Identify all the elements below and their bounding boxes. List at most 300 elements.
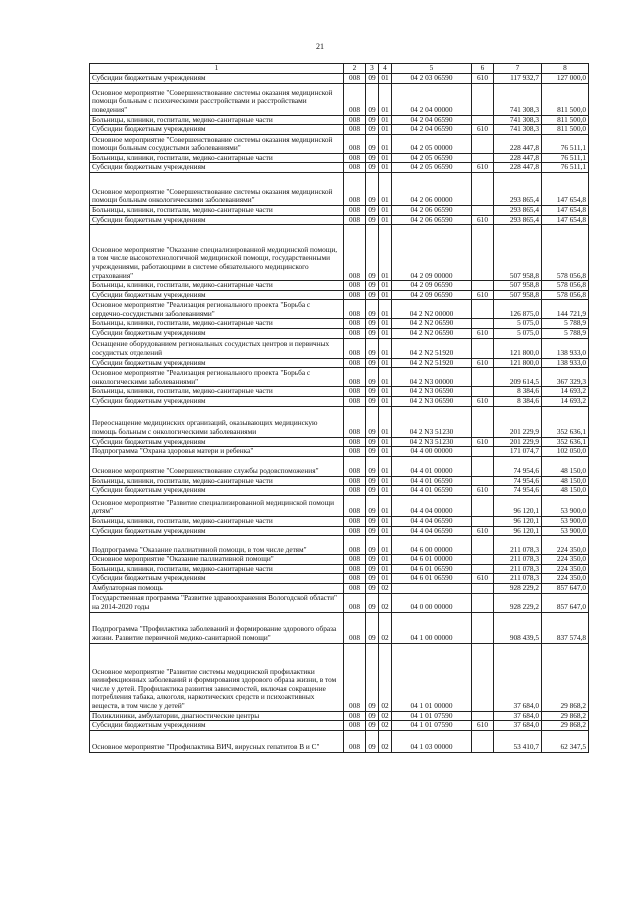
table-row	[90, 437, 589, 447]
cell-ministry-code: 008	[344, 115, 366, 125]
cell-expense-type	[472, 593, 494, 612]
cell-target-article: 04 6 01 00000	[392, 555, 472, 565]
cell-sum-year-2: 367 329,3	[542, 368, 589, 387]
cell-ministry-code: 008	[344, 593, 366, 612]
cell-target-article: 04 2 06 06590	[392, 206, 472, 216]
cell-subsection: 01	[379, 516, 392, 526]
cell-expense-type: 610	[472, 163, 494, 173]
cell-ministry-code: 008	[344, 516, 366, 526]
cell-expense-type	[472, 281, 494, 291]
column-header: 7	[494, 64, 542, 74]
table-row	[90, 574, 589, 584]
cell-expense-type	[472, 447, 494, 457]
cell-section: 09	[366, 486, 379, 496]
table-row	[90, 134, 589, 153]
cell-expense-type	[472, 584, 494, 594]
cell-sum-year-2: 857 647,0	[542, 593, 589, 612]
table-row	[90, 173, 589, 206]
cell-section: 09	[366, 730, 379, 752]
cell-sum-year-2: 76 511,1	[542, 163, 589, 173]
cell-target-article: 04 4 04 06590	[392, 516, 472, 526]
cell-section: 09	[366, 711, 379, 721]
cell-section: 09	[366, 721, 379, 731]
cell-subsection: 02	[379, 711, 392, 721]
cell-section: 09	[366, 437, 379, 447]
cell-name: Основное мероприятие "Развитие системы медицинской профилактики неинфекционных заболеваний и формирования здорового образа жизни, в том числе у детей. Профилактика развития зависимостей, включая сокращение потребления табака, алкоголя, наркотических средств и психоактивных веществ, в том числе у детей"	[90, 643, 344, 711]
cell-sum-year-2: 102 050,0	[542, 447, 589, 457]
cell-expense-type	[472, 153, 494, 163]
cell-target-article: 04 4 01 00000	[392, 456, 472, 476]
cell-expense-type	[472, 300, 494, 319]
cell-expense-type: 610	[472, 396, 494, 406]
cell-subsection: 01	[379, 319, 392, 329]
table-row	[90, 536, 589, 555]
cell-sum-year-2: 29 868,2	[542, 711, 589, 721]
cell-ministry-code: 008	[344, 338, 366, 358]
table-row	[90, 83, 589, 115]
cell-ministry-code: 008	[344, 134, 366, 153]
cell-sum-year-2: 29 868,2	[542, 643, 589, 711]
table-row	[90, 329, 589, 339]
cell-sum-year-1: 507 958,8	[494, 225, 542, 281]
cell-section: 09	[366, 206, 379, 216]
cell-target-article: 04 2 N2 06590	[392, 319, 472, 329]
cell-subsection: 02	[379, 730, 392, 752]
column-header: 5	[392, 64, 472, 74]
cell-name: Субсидии бюджетным учреждениям	[90, 486, 344, 496]
cell-sum-year-1: 201 229,9	[494, 406, 542, 437]
cell-target-article: 04 4 04 06590	[392, 526, 472, 536]
cell-sum-year-2: 224 350,0	[542, 574, 589, 584]
cell-expense-type	[472, 368, 494, 387]
cell-expense-type: 610	[472, 574, 494, 584]
table-row	[90, 495, 589, 516]
table-row	[90, 564, 589, 574]
table-row	[90, 281, 589, 291]
cell-expense-type	[472, 115, 494, 125]
column-header: 6	[472, 64, 494, 74]
cell-name: Амбулаторная помощь	[90, 584, 344, 594]
cell-section: 09	[366, 396, 379, 406]
cell-sum-year-2: 5 788,9	[542, 319, 589, 329]
table-row	[90, 74, 589, 84]
cell-target-article: 04 2 N2 51920	[392, 338, 472, 358]
cell-subsection: 01	[379, 329, 392, 339]
cell-expense-type	[472, 516, 494, 526]
cell-target-article: 04 4 01 06590	[392, 476, 472, 486]
cell-sum-year-2: 811 500,0	[542, 115, 589, 125]
cell-subsection: 01	[379, 526, 392, 536]
cell-subsection: 01	[379, 281, 392, 291]
cell-subsection: 01	[379, 476, 392, 486]
cell-subsection: 01	[379, 358, 392, 368]
cell-target-article: 04 4 04 00000	[392, 495, 472, 516]
table-row	[90, 584, 589, 594]
cell-sum-year-2: 224 350,0	[542, 564, 589, 574]
cell-ministry-code: 008	[344, 486, 366, 496]
cell-section: 09	[366, 74, 379, 84]
cell-expense-type	[472, 134, 494, 153]
table-row	[90, 593, 589, 612]
cell-ministry-code: 008	[344, 447, 366, 457]
cell-name: Субсидии бюджетным учреждениям	[90, 125, 344, 135]
cell-ministry-code: 008	[344, 574, 366, 584]
table-row	[90, 612, 589, 643]
cell-subsection: 01	[379, 74, 392, 84]
cell-sum-year-2: 138 933,0	[542, 358, 589, 368]
cell-subsection: 01	[379, 153, 392, 163]
cell-name: Субсидии бюджетным учреждениям	[90, 290, 344, 300]
cell-name: Основное мероприятие "Профилактика ВИЧ, вирусных гепатитов В и С"	[90, 730, 344, 752]
cell-ministry-code: 008	[344, 387, 366, 397]
cell-ministry-code: 008	[344, 83, 366, 115]
cell-section: 09	[366, 643, 379, 711]
cell-target-article: 04 2 N3 00000	[392, 368, 472, 387]
cell-ministry-code: 008	[344, 358, 366, 368]
cell-ministry-code: 008	[344, 564, 366, 574]
cell-sum-year-2: 48 150,0	[542, 456, 589, 476]
cell-ministry-code: 008	[344, 526, 366, 536]
cell-name: Основное мероприятие "Оказание специализированной медицинской помощи, в том числе высокотехнологичной медицинской помощи, государственными учреждениями, работающими в системе обязательного медицинского страхования"	[90, 225, 344, 281]
cell-target-article: 04 6 01 06590	[392, 564, 472, 574]
table-row	[90, 215, 589, 225]
cell-sum-year-2: 224 350,0	[542, 536, 589, 555]
page-number: 21	[316, 42, 324, 51]
table-body	[90, 74, 589, 753]
cell-target-article: 04 6 00 00000	[392, 536, 472, 555]
cell-expense-type	[472, 476, 494, 486]
cell-expense-type	[472, 225, 494, 281]
cell-section: 09	[366, 406, 379, 437]
table-row	[90, 721, 589, 731]
cell-ministry-code: 008	[344, 368, 366, 387]
cell-target-article: 04 1 01 07590	[392, 721, 472, 731]
cell-target-article: 04 2 N3 06590	[392, 387, 472, 397]
cell-section: 09	[366, 125, 379, 135]
cell-name: Подпрограмма "Охрана здоровья матери и ребенка"	[90, 447, 344, 457]
table-header-row	[90, 64, 589, 74]
cell-sum-year-1: 211 078,3	[494, 555, 542, 565]
cell-subsection: 01	[379, 338, 392, 358]
cell-subsection: 01	[379, 574, 392, 584]
cell-expense-type	[472, 730, 494, 752]
cell-target-article: 04 2 N2 00000	[392, 300, 472, 319]
budget-table	[89, 63, 589, 753]
column-header: 4	[379, 64, 392, 74]
cell-sum-year-1: 37 684,0	[494, 711, 542, 721]
cell-sum-year-1: 209 614,5	[494, 368, 542, 387]
cell-sum-year-2: 5 788,9	[542, 329, 589, 339]
cell-ministry-code: 008	[344, 74, 366, 84]
cell-sum-year-1: 96 120,1	[494, 526, 542, 536]
cell-sum-year-2: 14 693,2	[542, 396, 589, 406]
cell-section: 09	[366, 338, 379, 358]
cell-sum-year-1: 211 078,3	[494, 536, 542, 555]
cell-ministry-code: 008	[344, 225, 366, 281]
cell-expense-type: 610	[472, 526, 494, 536]
cell-name: Больницы, клиники, госпитали, медико-санитарные части	[90, 206, 344, 216]
cell-ministry-code: 008	[344, 437, 366, 447]
cell-subsection: 01	[379, 396, 392, 406]
table-row	[90, 368, 589, 387]
cell-expense-type: 610	[472, 125, 494, 135]
cell-expense-type	[472, 338, 494, 358]
cell-sum-year-1: 96 120,1	[494, 495, 542, 516]
cell-target-article: 04 2 09 00000	[392, 225, 472, 281]
cell-expense-type: 610	[472, 74, 494, 84]
table-row	[90, 526, 589, 536]
cell-sum-year-1: 928 229,2	[494, 584, 542, 594]
cell-ministry-code: 008	[344, 612, 366, 643]
table-row	[90, 555, 589, 565]
cell-section: 09	[366, 83, 379, 115]
cell-section: 09	[366, 281, 379, 291]
table-row	[90, 406, 589, 437]
cell-subsection: 01	[379, 536, 392, 555]
cell-subsection: 02	[379, 593, 392, 612]
cell-name: Субсидии бюджетным учреждениям	[90, 329, 344, 339]
cell-subsection: 01	[379, 83, 392, 115]
column-header: 8	[542, 64, 589, 74]
cell-sum-year-1: 228 447,8	[494, 134, 542, 153]
cell-sum-year-2: 147 654,8	[542, 215, 589, 225]
cell-sum-year-1: 171 074,7	[494, 447, 542, 457]
cell-ministry-code: 008	[344, 406, 366, 437]
cell-name: Больницы, клиники, госпитали, медико-санитарные части	[90, 153, 344, 163]
cell-section: 09	[366, 319, 379, 329]
cell-sum-year-1: 74 954,6	[494, 476, 542, 486]
cell-target-article: 04 1 03 00000	[392, 730, 472, 752]
cell-subsection: 01	[379, 486, 392, 496]
cell-sum-year-2: 138 933,0	[542, 338, 589, 358]
table-row	[90, 163, 589, 173]
column-header: 3	[366, 64, 379, 74]
cell-expense-type: 610	[472, 486, 494, 496]
table-row	[90, 125, 589, 135]
cell-expense-type	[472, 495, 494, 516]
cell-sum-year-2: 811 500,0	[542, 125, 589, 135]
cell-subsection: 01	[379, 173, 392, 206]
table-row	[90, 358, 589, 368]
cell-name: Основное мероприятие "Развитие специализированной медицинской помощи детям"	[90, 495, 344, 516]
cell-sum-year-1: 211 078,3	[494, 564, 542, 574]
cell-target-article: 04 2 N3 51230	[392, 437, 472, 447]
cell-name: Поликлиники, амбулатории, диагностические центры	[90, 711, 344, 721]
cell-target-article: 04 1 01 07590	[392, 711, 472, 721]
cell-sum-year-2: 76 511,1	[542, 153, 589, 163]
cell-sum-year-2: 76 511,1	[542, 134, 589, 153]
cell-name: Больницы, клиники, госпитали, медико-санитарные части	[90, 319, 344, 329]
cell-expense-type	[472, 643, 494, 711]
cell-target-article: 04 2 N2 51920	[392, 358, 472, 368]
cell-ministry-code: 008	[344, 730, 366, 752]
cell-expense-type	[472, 555, 494, 565]
cell-target-article: 04 1 01 00000	[392, 643, 472, 711]
cell-sum-year-1: 5 075,0	[494, 329, 542, 339]
table-row	[90, 456, 589, 476]
cell-name: Больницы, клиники, госпитали, медико-санитарные части	[90, 115, 344, 125]
cell-target-article: 04 1 00 00000	[392, 612, 472, 643]
cell-target-article: 04 2 09 06590	[392, 281, 472, 291]
cell-sum-year-1: 121 800,0	[494, 358, 542, 368]
cell-ministry-code: 008	[344, 711, 366, 721]
cell-sum-year-1: 8 384,6	[494, 396, 542, 406]
cell-subsection: 01	[379, 495, 392, 516]
cell-sum-year-2: 578 056,8	[542, 281, 589, 291]
cell-sum-year-1: 37 684,0	[494, 721, 542, 731]
cell-subsection: 01	[379, 447, 392, 457]
cell-sum-year-1: 228 447,8	[494, 153, 542, 163]
table-row	[90, 290, 589, 300]
cell-section: 09	[366, 387, 379, 397]
cell-name: Основное мероприятие "Реализация регионального проекта "Борьба с онкологическими заболеваниями"	[90, 368, 344, 387]
cell-subsection: 01	[379, 406, 392, 437]
table-row	[90, 476, 589, 486]
cell-subsection: 01	[379, 387, 392, 397]
cell-target-article: 04 2 05 00000	[392, 134, 472, 153]
cell-subsection: 01	[379, 206, 392, 216]
cell-sum-year-1: 293 865,4	[494, 173, 542, 206]
table-row	[90, 300, 589, 319]
column-header: 1	[90, 64, 344, 74]
cell-sum-year-1: 211 078,3	[494, 574, 542, 584]
cell-subsection: 01	[379, 134, 392, 153]
cell-section: 09	[366, 447, 379, 457]
cell-section: 09	[366, 456, 379, 476]
cell-section: 09	[366, 358, 379, 368]
table-row	[90, 516, 589, 526]
cell-ministry-code: 008	[344, 456, 366, 476]
cell-sum-year-1: 117 932,7	[494, 74, 542, 84]
cell-subsection: 01	[379, 290, 392, 300]
cell-subsection: 02	[379, 584, 392, 594]
cell-sum-year-2: 352 636,1	[542, 437, 589, 447]
cell-subsection: 01	[379, 125, 392, 135]
cell-sum-year-2: 578 056,8	[542, 290, 589, 300]
cell-name: Больницы, клиники, госпитали, медико-санитарные части	[90, 516, 344, 526]
cell-target-article	[392, 584, 472, 594]
cell-name: Переоснащение медицинских организаций, оказывающих медицинскую помощь больным с онкологическими заболеваниями	[90, 406, 344, 437]
cell-sum-year-1: 507 958,8	[494, 290, 542, 300]
cell-subsection: 01	[379, 300, 392, 319]
cell-section: 09	[366, 290, 379, 300]
table-row	[90, 447, 589, 457]
cell-subsection: 01	[379, 368, 392, 387]
cell-expense-type	[472, 456, 494, 476]
cell-section: 09	[366, 584, 379, 594]
cell-section: 09	[366, 574, 379, 584]
cell-sum-year-2: 147 654,8	[542, 173, 589, 206]
cell-sum-year-2: 48 150,0	[542, 486, 589, 496]
cell-sum-year-1: 741 308,3	[494, 115, 542, 125]
cell-sum-year-1: 293 865,4	[494, 215, 542, 225]
cell-ministry-code: 008	[344, 319, 366, 329]
cell-ministry-code: 008	[344, 215, 366, 225]
cell-sum-year-2: 127 000,0	[542, 74, 589, 84]
cell-section: 09	[366, 173, 379, 206]
cell-ministry-code: 008	[344, 153, 366, 163]
cell-target-article: 04 2 05 06590	[392, 163, 472, 173]
cell-name: Субсидии бюджетным учреждениям	[90, 163, 344, 173]
cell-sum-year-1: 74 954,6	[494, 486, 542, 496]
cell-sum-year-2: 48 150,0	[542, 476, 589, 486]
cell-subsection: 01	[379, 163, 392, 173]
cell-ministry-code: 008	[344, 125, 366, 135]
cell-sum-year-1: 53 410,7	[494, 730, 542, 752]
cell-sum-year-2: 144 721,9	[542, 300, 589, 319]
cell-expense-type	[472, 206, 494, 216]
cell-section: 09	[366, 368, 379, 387]
cell-name: Субсидии бюджетным учреждениям	[90, 574, 344, 584]
cell-name: Подпрограмма "Оказание паллиативной помощи, в том числе детям"	[90, 536, 344, 555]
cell-ministry-code: 008	[344, 281, 366, 291]
cell-name: Субсидии бюджетным учреждениям	[90, 396, 344, 406]
cell-expense-type	[472, 173, 494, 206]
cell-target-article: 04 2 06 06590	[392, 215, 472, 225]
cell-ministry-code: 008	[344, 290, 366, 300]
cell-sum-year-2: 352 636,1	[542, 406, 589, 437]
table-row	[90, 225, 589, 281]
cell-section: 09	[366, 555, 379, 565]
cell-subsection: 01	[379, 456, 392, 476]
cell-section: 09	[366, 516, 379, 526]
cell-sum-year-2: 857 647,0	[542, 584, 589, 594]
cell-section: 09	[366, 593, 379, 612]
cell-target-article: 04 2 05 06590	[392, 153, 472, 163]
cell-sum-year-2: 14 693,2	[542, 387, 589, 397]
cell-name: Больницы, клиники, госпитали, медико-санитарные части	[90, 387, 344, 397]
cell-section: 09	[366, 153, 379, 163]
cell-ministry-code: 008	[344, 721, 366, 731]
cell-section: 09	[366, 300, 379, 319]
cell-subsection: 02	[379, 612, 392, 643]
cell-target-article: 04 2 03 06590	[392, 74, 472, 84]
cell-section: 09	[366, 225, 379, 281]
cell-sum-year-2: 29 868,2	[542, 721, 589, 731]
cell-ministry-code: 008	[344, 329, 366, 339]
cell-name: Больницы, клиники, госпитали, медико-санитарные части	[90, 564, 344, 574]
table-row	[90, 396, 589, 406]
cell-expense-type	[472, 564, 494, 574]
cell-subsection: 01	[379, 215, 392, 225]
cell-target-article: 04 2 04 06590	[392, 115, 472, 125]
cell-sum-year-1: 201 229,9	[494, 437, 542, 447]
cell-expense-type	[472, 319, 494, 329]
cell-target-article: 04 2 09 06590	[392, 290, 472, 300]
table-row	[90, 387, 589, 397]
cell-expense-type: 610	[472, 290, 494, 300]
cell-expense-type	[472, 387, 494, 397]
cell-expense-type	[472, 612, 494, 643]
cell-ministry-code: 008	[344, 584, 366, 594]
cell-name: Субсидии бюджетным учреждениям	[90, 437, 344, 447]
table-row	[90, 486, 589, 496]
cell-expense-type: 610	[472, 358, 494, 368]
cell-expense-type: 610	[472, 329, 494, 339]
cell-sum-year-1: 908 439,5	[494, 612, 542, 643]
cell-ministry-code: 008	[344, 536, 366, 555]
cell-sum-year-1: 928 229,2	[494, 593, 542, 612]
cell-expense-type	[472, 406, 494, 437]
cell-target-article: 04 2 N3 51230	[392, 406, 472, 437]
cell-sum-year-2: 837 574,8	[542, 612, 589, 643]
cell-target-article: 04 2 06 00000	[392, 173, 472, 206]
cell-section: 09	[366, 476, 379, 486]
cell-name: Основное мероприятие "Совершенствование системы оказания медицинской помощи больным онкологическими заболеваниями"	[90, 173, 344, 206]
cell-sum-year-1: 74 954,6	[494, 456, 542, 476]
cell-ministry-code: 008	[344, 206, 366, 216]
cell-name: Основное мероприятие "Оказание паллиативной помощи"	[90, 555, 344, 565]
